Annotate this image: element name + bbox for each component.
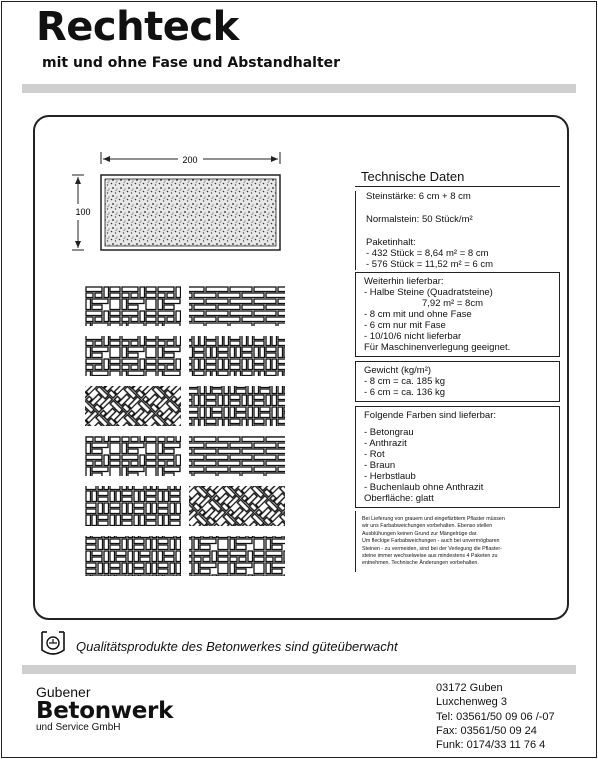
fineprint-line: steine immer wechselweise aus mindestens 4 Paketen zu <box>362 553 498 560</box>
pattern-tile <box>189 386 285 426</box>
tech-weight-2: - 6 cm = ca. 136 kg <box>364 387 446 398</box>
fineprint-line: wir uns Farbabweichungen vorbehalten. Ebenso stellen <box>362 523 493 530</box>
tech-thickness: Steinstärke: 6 cm + 8 cm <box>366 191 471 202</box>
color-item: - Buchenlaub ohne Anthrazit <box>364 482 484 493</box>
company-name-1: Gubener <box>36 684 91 700</box>
stone-dimension-drawing <box>70 150 290 260</box>
height-label: 100 <box>75 207 91 217</box>
color-item: - Rot <box>364 449 385 460</box>
pattern-tile <box>85 536 181 576</box>
fineprint-line: Steinen - zu vermeiden, sind bei der Verlegung die Pflaster- <box>362 545 502 552</box>
tech-more-6: Für Maschinenverlegung geeignet. <box>364 342 511 353</box>
tech-weight-1: - 8 cm = ca. 185 kg <box>364 376 446 387</box>
tech-normalstein: Normalstein: 50 Stück/m² <box>366 214 473 225</box>
address-line: 03172 Guben <box>436 682 503 694</box>
tech-section-basic <box>355 191 560 270</box>
color-item: - Herbstlaub <box>364 471 416 482</box>
pattern-tile <box>189 486 285 526</box>
page-subtitle: mit und ohne Fase und Abstandhalter <box>42 55 341 71</box>
bottom-divider <box>22 665 576 674</box>
tech-section-more <box>355 272 560 357</box>
pattern-tile <box>189 286 285 326</box>
company-logo <box>36 684 173 733</box>
pattern-tile <box>85 486 181 526</box>
color-item: - Braun <box>364 460 396 471</box>
tech-weight-label: Gewicht (kg/m²) <box>364 365 432 376</box>
tech-heading: Technische Daten <box>355 168 560 187</box>
tech-fineprint <box>355 511 560 572</box>
tech-more-3: - 8 cm mit und ohne Fase <box>364 309 472 320</box>
fineprint-line: Bei Lieferung von grauem und eingefärbtem Pflaster müssen <box>362 516 505 522</box>
pattern-tile <box>85 436 181 476</box>
top-divider <box>22 84 576 93</box>
fineprint-line: Um fleckige Farbabweichungen - auch bei unvermögbaren <box>362 538 500 545</box>
tech-colors-label: Folgende Farben sind lieferbar: <box>364 410 497 421</box>
pattern-tile <box>85 336 181 376</box>
page-title: Rechteck <box>36 4 239 50</box>
company-name-3: und Service GmbH <box>36 722 121 733</box>
tech-more-2: 7,92 m² = 8cm <box>422 298 483 309</box>
color-item: - Betongrau <box>364 427 414 438</box>
company-address <box>436 681 555 752</box>
pattern-tile <box>189 436 285 476</box>
address-line: Luxchenweg 3 <box>436 696 507 709</box>
pattern-tile <box>189 536 285 576</box>
tech-package-2: - 576 Stück = 11,52 m² = 6 cm <box>366 259 494 270</box>
tech-more-4: - 6 cm nur mit Fase <box>364 320 446 331</box>
pattern-tile <box>189 336 285 376</box>
tech-more-5: - 10/10/6 nicht lieferbar <box>364 331 462 342</box>
tech-surface: Oberfläche: glatt <box>364 493 434 504</box>
quality-notice <box>36 626 566 660</box>
fineprint-line: entnehmen. Technische Änderungen vorbehalten. <box>362 560 479 567</box>
tech-section-weight <box>355 361 560 402</box>
address-line: Tel: 03561/50 09 06 /-07 <box>436 710 555 723</box>
quality-seal-icon <box>38 628 68 658</box>
quality-text: Qualitätsprodukte des Betonwerkes sind güteüberwacht <box>76 639 398 654</box>
tech-more-1: - Halbe Steine (Quadratsteine) <box>364 287 493 298</box>
pattern-tile <box>85 286 181 326</box>
company-name-2: Betonwerk <box>36 698 174 724</box>
technical-data-panel <box>355 168 560 572</box>
fineprint-line: Ausblühungen keinen Grund zur Mängelrüge dar. <box>362 530 478 537</box>
tech-package-1: - 432 Stück = 8,64 m² = 8 cm <box>366 248 489 259</box>
address-line: Funk: 0174/33 11 76 4 <box>436 739 546 752</box>
address-line: Fax: 03561/50 09 24 <box>436 724 537 737</box>
laying-patterns <box>85 286 289 586</box>
pattern-tile <box>85 386 181 426</box>
width-label: 200 <box>182 155 198 165</box>
tech-package-label: Paketinhalt: <box>366 237 416 248</box>
tech-section-colors <box>355 406 560 508</box>
tech-more-label: Weiterhin lieferbar: <box>364 276 444 287</box>
color-item: - Anthrazit <box>364 438 407 449</box>
